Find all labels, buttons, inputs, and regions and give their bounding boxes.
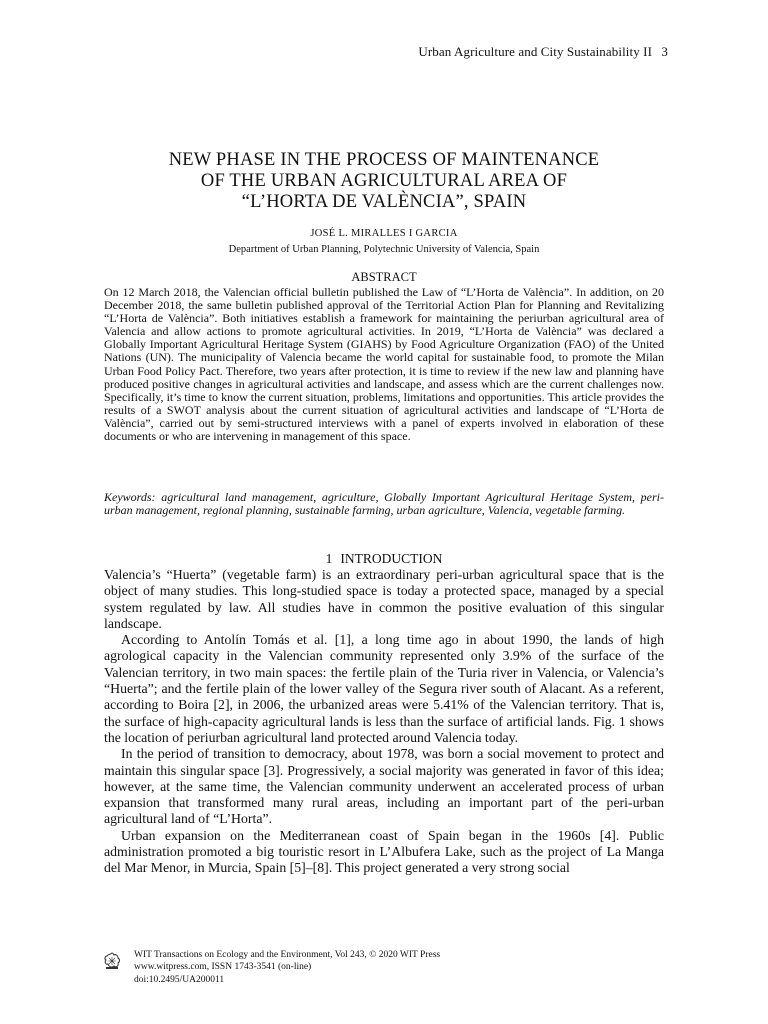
author-affiliation: Department of Urban Planning, Polytechnic University of Valencia, Spain [228,244,540,255]
section-heading [0,551,768,567]
author-name: JOSÉ L. MIRALLES I GARCIA [310,228,458,239]
section-number: 1 [325,551,333,566]
abstract-text: On 12 March 2018, the Valencian official bulletin published the Law of “L’Horta de València”. In addition, on 20 December 2018, the same bulletin published approval of the Territorial Action Plan for Planning and Revitalizing “L’Horta de València”. Both initiatives establish a framework for maintaining the periurban agricultural area of Valencia and allow actions to promote agricultural activities. In 2019, “L’Horta de València” was declared a Globally Important Agricultural Heritage System (GIAHS) by Food Agriculture Organization (FAO) of the United Nations (UN). The municipality of Valencia became the world capital for sustainable food, to promote the Milan Urban Food Policy Pact. Therefore, two years after protection, it is time to review if the new law and planning have produced positive changes in agricultural activities and landscape, and assess which are the current challenges now. Specifically, it’s time to know the current situation, problems, limitations and opportunities. This article provides the results of a SWOT analysis about the current situation of agricultural activities and landscape of “L’Horta de València”, carried out by semi-structured interviews with a panel of experts involved in elaboration of these documents or who are intervening in management of this space. [104,285,664,444]
page-number: 3 [661,44,668,59]
paragraph: Valencia’s “Huerta” (vegetable farm) is an extraordinary peri-urban agricultural space that is the object of many studies. This long-studied space is today a protected space, managed by a special system regulated by law. All studies have in common the positive evaluation of this singular landscape. [104,567,664,631]
running-head-title: Urban Agriculture and City Sustainability II [418,44,653,59]
paragraph: In the period of transition to democracy, about 1978, was born a social movement to protect and maintain this singular space [3]. Progressively, a social majority was generated in favor of this idea; however, at the same time, the Valencian community underwent an accelerated process of urban expansion that transformed many rural areas, including an important part of the peri-urban agricultural land of “L’Horta”. [104,746,664,827]
paragraph: According to Antolín Tomás et al. [1], a long time ago in about 1990, the lands of high agrological capacity in the Valencian community represented only 3.9% of the surface of the Valencian territory, in two main spaces: the fertile plain of the Turia river in Valencia, or Valencia’s “Huerta”; and the fertile plain of the lower valley of the Segura river south of Alacant. As a referent, according to Boira [2], in 2006, the urbanized areas were 5.41% of the Valencian territory. That is, the surface of high-capacity agricultural lands is less than the surface of artificial lands. Fig. 1 shows the location of periurban agricultural land protected around Valencia today. [104,632,664,745]
title-line-1: NEW PHASE IN THE PROCESS OF MAINTENANCE [168,150,600,170]
body-text [104,567,664,877]
footer-journal: WIT Transactions on Ecology and the Environment, Vol 243, © 2020 WIT Press [134,950,441,960]
footer [104,949,604,986]
section-title: INTRODUCTION [340,551,443,566]
paper-title [0,150,768,213]
title-line-3: “L’HORTA DE VALÈNCIA”, SPAIN [241,192,527,212]
footer-doi: doi:10.2495/UA200011 [134,974,225,985]
title-line-2: OF THE URBAN AGRICULTURAL AREA OF [200,171,568,191]
keywords: Keywords: agricultural land management, agriculture, Globally Important Agricultural Heritage System, peri-urban management, regional planning, sustainable farming, urban agriculture, Valencia, vegetable farming. [104,490,664,518]
paragraph: Urban expansion on the Mediterranean coast of Spain began in the 1960s [4]. Public administration promoted a big touristic resort in L’Albufera Lake, such as the project of La Manga del Mar Menor, in Murcia, Spain [5]–[8]. This project generated a very strong social [104,827,664,876]
footer-website: www.witpress.com, ISSN 1743-3541 (on-line) [134,962,312,973]
running-head [418,44,668,60]
abstract-heading: ABSTRACT [351,270,417,284]
